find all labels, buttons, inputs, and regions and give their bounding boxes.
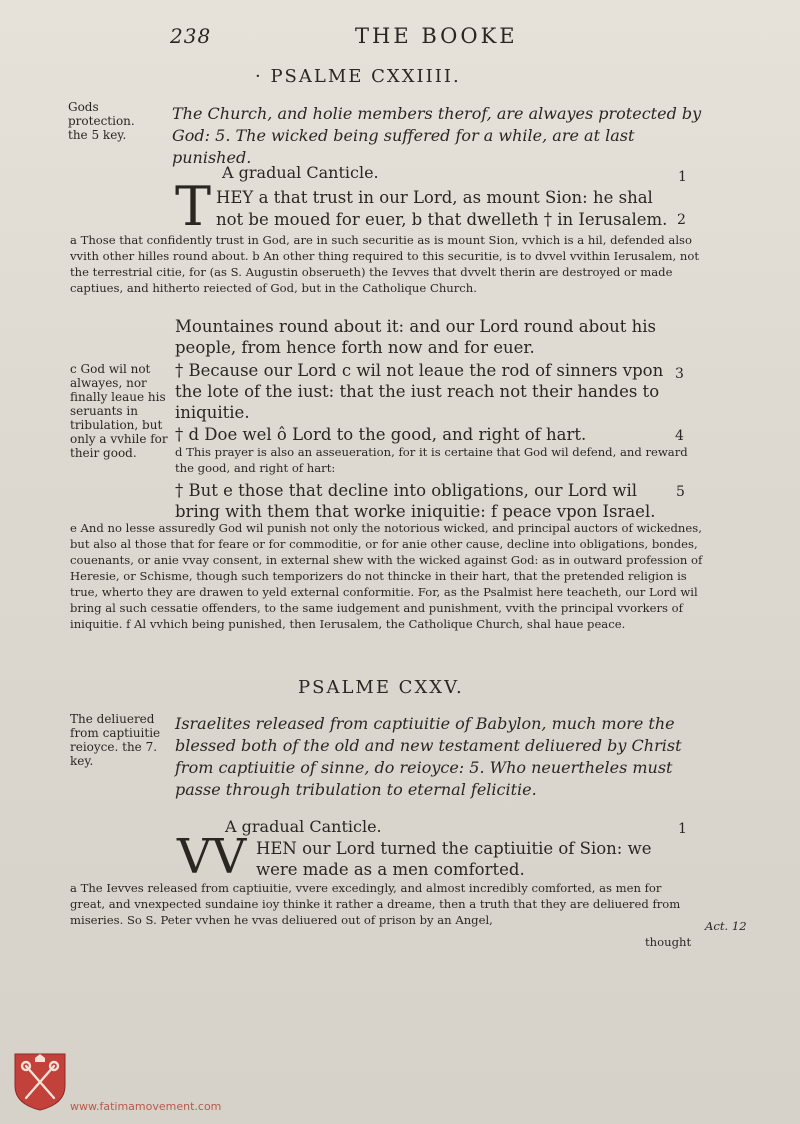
page-number: 238	[170, 24, 212, 48]
verse-number: 3	[675, 366, 684, 382]
psalm-124-argument: The Church, and holie members therof, are alwayes protected by God: 5. The wicked being suffered for a while, are at last punished.	[172, 104, 702, 167]
verse-number: 4	[675, 428, 684, 444]
verse-number: 1	[678, 169, 687, 185]
catchword: thought	[645, 935, 692, 949]
verse-1-line-2: were made as a men comforted.	[256, 860, 525, 879]
margin-deliuered: The deliuered from captiuitie reioyce. the 7. key.	[70, 712, 161, 768]
margin-gods-protection: Gods protection. the 5 key.	[68, 100, 135, 142]
annotation-a: a The Ievves released from captiuitie, vvere excedingly, and almost incredibly comforted, as men for great, and vnexpected sundaine ioy thinke it rather a dreame, then a truth that they are deliuered from miseries. So S. Peter vvhen he vvas deliuered out of prison by an Angel,	[70, 881, 681, 927]
annotation-d: d This prayer is also an asseueration, for it is certaine that God wil defend, and reward the good, and right of hart:	[175, 445, 688, 475]
verse-2: Mountaines round about it: and our Lord round about his people, from hence forth now and for euer.	[175, 317, 656, 357]
verse-5: † But e those that decline into obligations, our Lord wil bring with them that worke iniquitie: f peace vpon Israel.	[175, 481, 656, 521]
drop-cap: T	[175, 175, 212, 238]
running-title: THE BOOKE	[355, 24, 518, 48]
drop-cap: VV	[177, 829, 247, 885]
psalm-125-canticle: A gradual Canticle.	[225, 817, 382, 836]
verse-1-line-1: HEN our Lord turned the captiuitie of Sion: we	[256, 839, 652, 858]
footer-url[interactable]: www.fatimamovement.com	[70, 1100, 222, 1113]
margin-note-c: c God wil not alwayes, nor finally leaue his seruants in tribulation, but only a vvhile for their good.	[70, 362, 168, 460]
psalm-125-argument: Israelites released from captiuitie of Babylon, much more the blessed both of the old and new testament deliuered by Christ from captiuitie of sinne, do reioyce: 5. Who neuertheles must passe through tribulation to eternal felicitie.	[175, 714, 682, 799]
margin-reference: Act. 12	[705, 919, 747, 933]
verse-number: 2	[677, 212, 686, 228]
verse-number: 5	[676, 484, 685, 500]
annotation-e-f: e And no lesse assuredly God wil punish not only the notorious wicked, and principal auctors of wickednes, but also al those that for feare or for commoditie, or for anie other cause, decline into obligations, bondes, couenants, or anie vvay consent, in external shew with the wicked against God: as in outward profession of Heresie, or Schisme, though such temporizers do not thincke in their hart, that the pretended religion is true, wherto they are drawen to yeld external conformitie. For, as the Psalmist here teacheth, our Lord wil bring al such cessatie offenders, to the same iudgement and punishment, vvith the principal vvorkers of iniquitie. f Al vvhich being punished, then Ierusalem, the Catholique Church, shal haue peace.	[70, 521, 703, 631]
psalm-124-title: · PSALME CXXIIII.	[255, 66, 461, 87]
verse-1-line-2: not be moued for euer, b that dwelleth † in Ierusalem.	[216, 210, 668, 229]
verse-4: † d Doe wel ô Lord to the good, and right of hart.	[175, 425, 587, 444]
verse-1-line-1: HEY a that trust in our Lord, as mount Sion: he shal	[216, 188, 653, 207]
papal-keys-logo-icon	[13, 1052, 67, 1112]
annotation-a-b: a Those that confidently trust in God, are in such securitie as is mount Sion, vvhich is a hil, defended also vvith other hilles round about. b An other thing required to this securitie, is to dvvel vvithin Ierusalem, not the terrestrial citie, for (as S. Augustin obserueth) the Ievves that dvvelt therin are destroyed or made captiues, and hitherto reiected of God, but in the Catholique Church.	[70, 233, 700, 295]
verse-number: 1	[678, 821, 687, 837]
psalm-124-canticle: A gradual Canticle.	[222, 163, 379, 182]
verse-3: † Because our Lord c wil not leaue the rod of sinners vpon the lote of the iust: that the iust reach not their handes to iniquitie.	[175, 361, 664, 422]
psalm-125-title: PSALME CXXV.	[298, 677, 464, 698]
